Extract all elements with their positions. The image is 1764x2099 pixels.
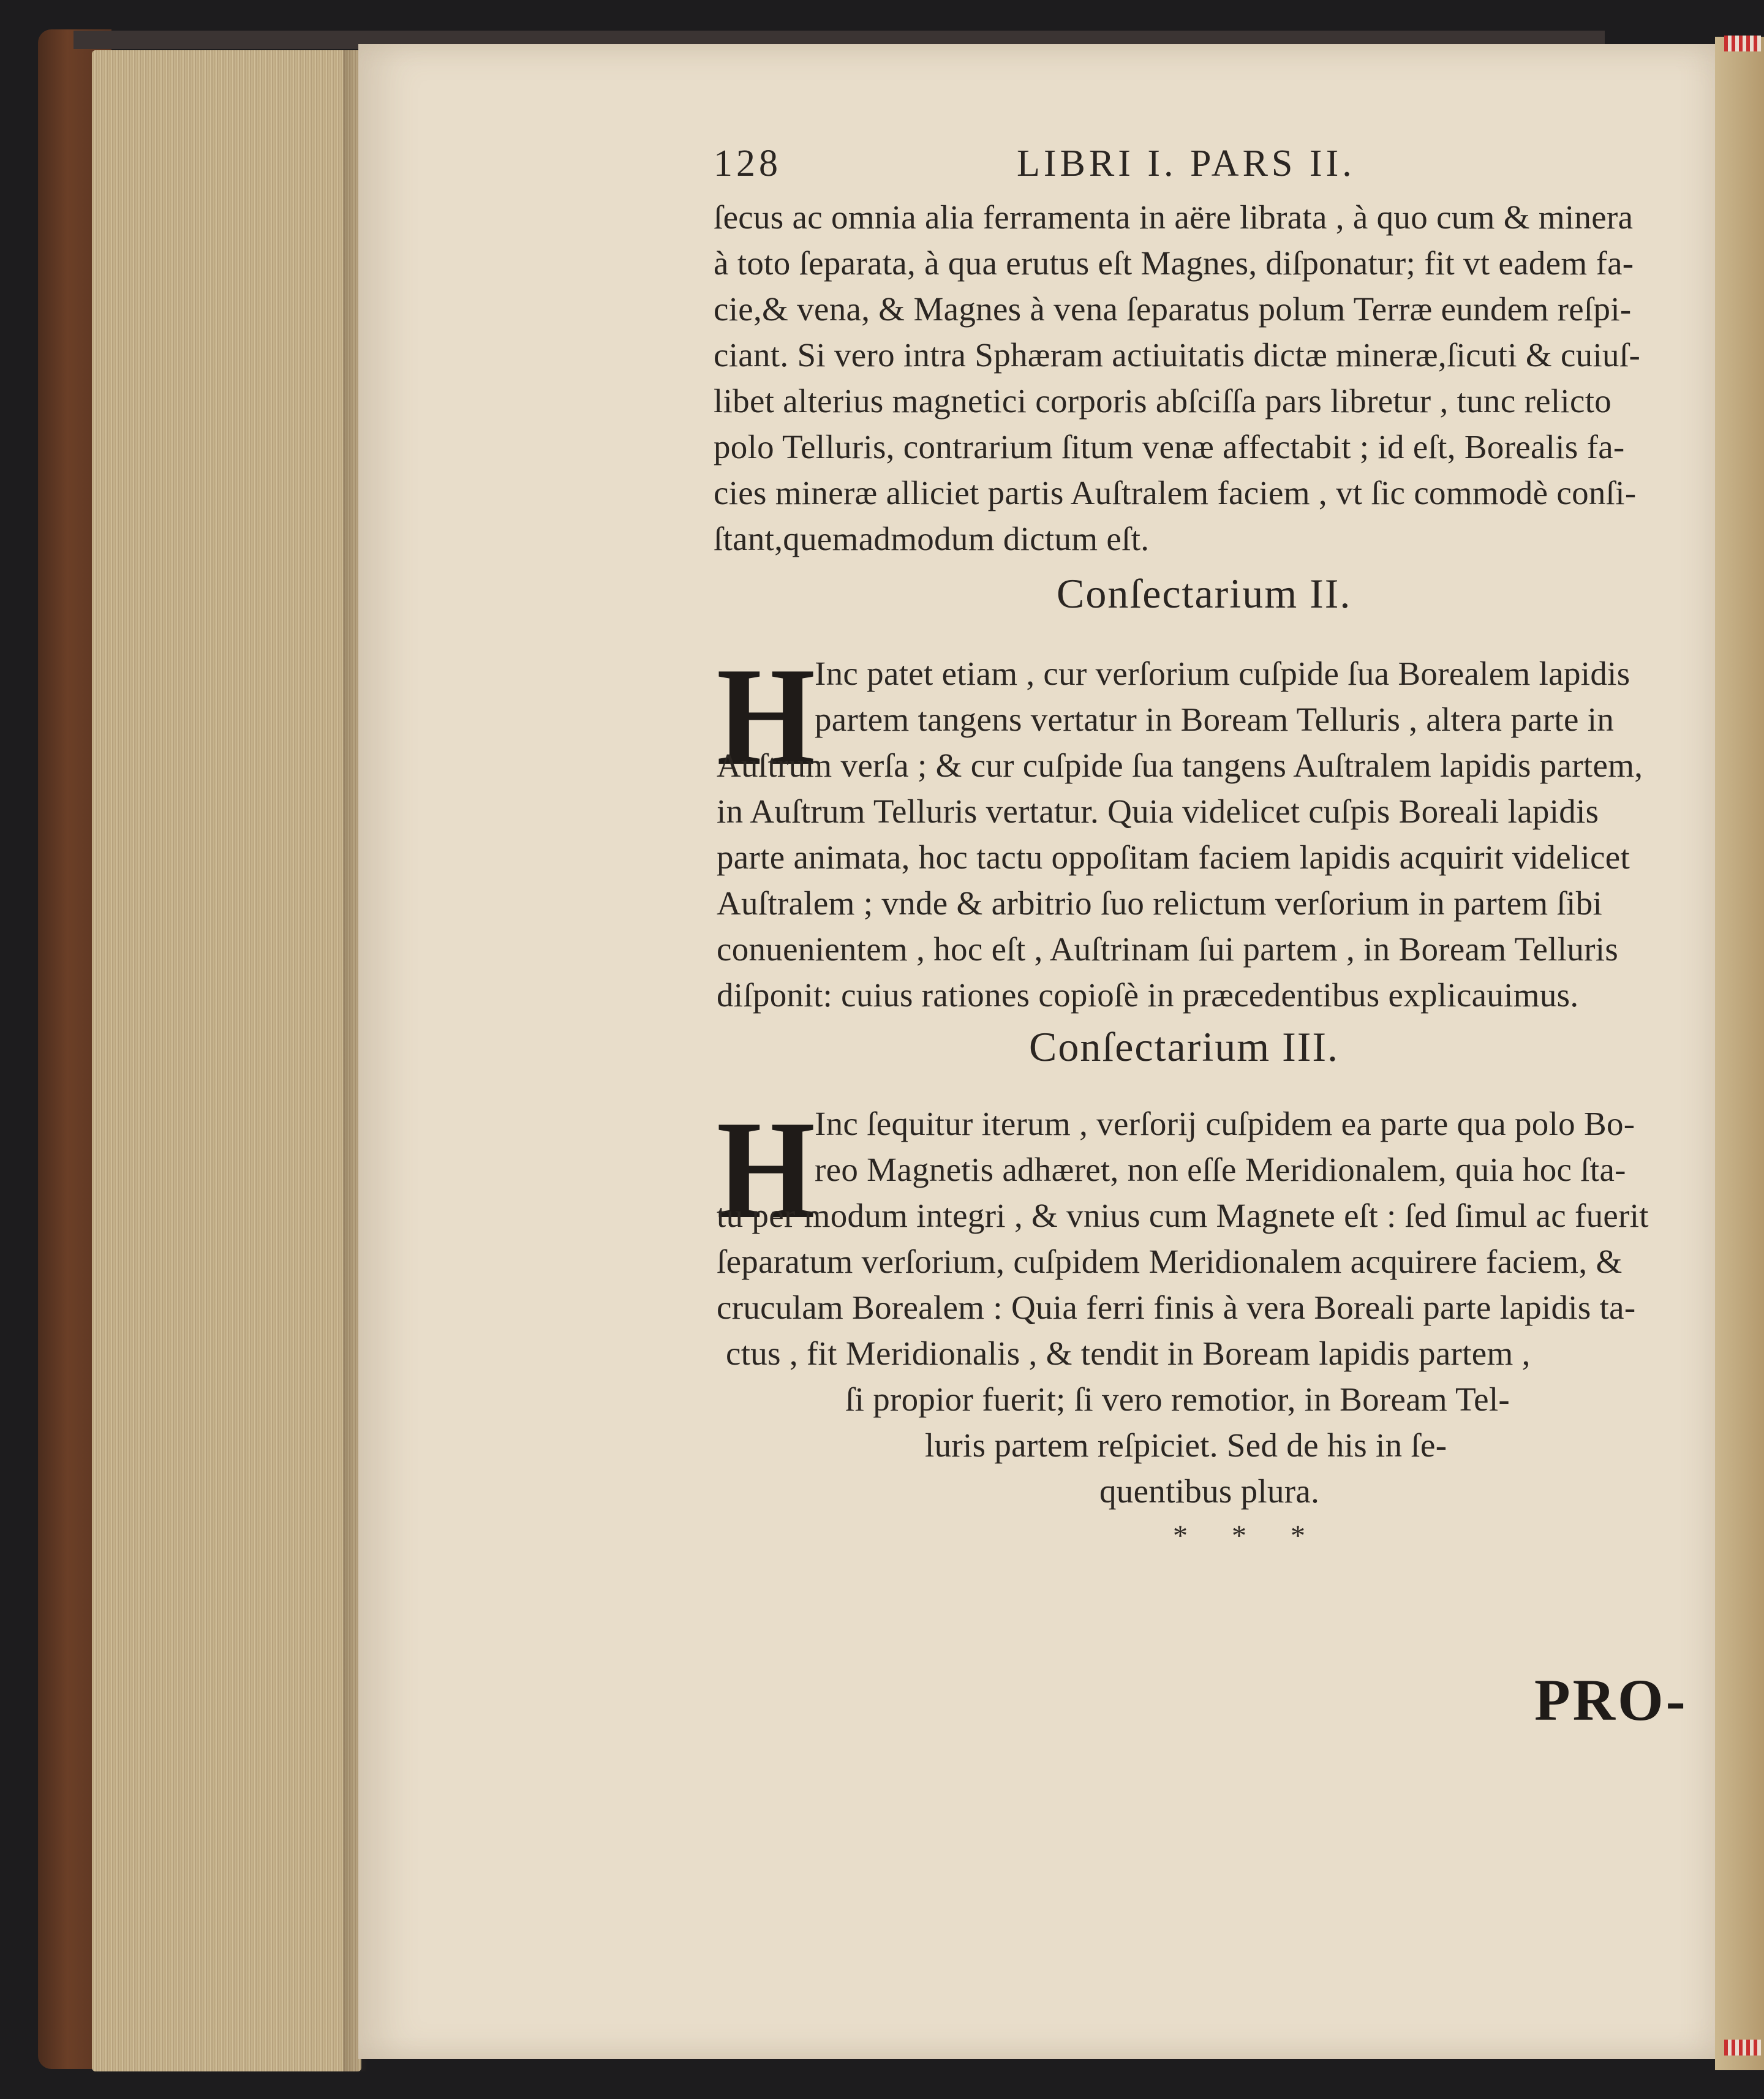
section2-line: partem tangens vertatur in Boream Telluris , altera parte in bbox=[815, 701, 1615, 738]
intro-line: polo Telluris, contrarium ſitum venæ affectabit ; id eſt, Borealis fa- bbox=[714, 428, 1625, 465]
drop-cap: H bbox=[717, 638, 816, 794]
section2-line: in Auſtrum Telluris vertatur. Quia videlicet cuſpis Boreali lapidis bbox=[717, 793, 1599, 830]
section2-line: diſponit: cuius rationes copioſè in præcedentibus explicauimus. bbox=[717, 976, 1579, 1014]
section2-line: parte animata, hoc tactu oppoſitam faciem lapidis acquirit videlicet bbox=[717, 838, 1630, 876]
page-marker-top bbox=[1724, 36, 1761, 51]
asterism-ornament: * * * bbox=[1173, 1520, 1324, 1552]
section-title-2: Conſectarium II. bbox=[1057, 570, 1352, 617]
intro-line: à toto ſeparata, à qua erutus eſt Magnes, diſponatur; fit vt eadem fa- bbox=[714, 244, 1634, 282]
page-number: 128 bbox=[714, 143, 782, 184]
drop-cap: H bbox=[717, 1091, 816, 1248]
section3-line: ſeparatum verſorium, cuſpidem Meridionalem acquirere faciem, & bbox=[717, 1243, 1623, 1280]
section3-line: Inc ſequitur iterum , verſorij cuſpidem ea parte qua polo Bo- bbox=[815, 1105, 1635, 1142]
section3-line: reo Magnetis adhæret, non eſſe Meridionalem, quia hoc ſta- bbox=[815, 1151, 1626, 1188]
section3-line: ſi propior fuerit; ſi vero remotior, in Boream Tel- bbox=[845, 1381, 1510, 1418]
facing-page-edge bbox=[1715, 37, 1764, 2070]
section3-line: ctus , fit Meridionalis , & tendit in Boream lapidis partem , bbox=[726, 1335, 1531, 1372]
intro-line: cies mineræ alliciet partis Auſtralem faciem , vt ſic commodè conſi- bbox=[714, 474, 1637, 511]
intro-line: libet alterius magnetici corporis abſciſſa pars libretur , tunc relicto bbox=[714, 382, 1612, 420]
intro-line: cie,& vena, & Magnes à vena ſeparatus polum Terræ eundem reſpi- bbox=[714, 290, 1632, 328]
section3-line: quentibus plura. bbox=[1099, 1472, 1320, 1510]
intro-line: ciant. Si vero intra Sphæram actiuitatis dictæ mineræ,ſicuti & cuiuſ- bbox=[714, 336, 1641, 374]
section-title-3: Conſectarium III. bbox=[1029, 1023, 1340, 1070]
section2-line: Auſtrum verſa ; & cur cuſpide ſua tangens Auſtralem lapidis partem, bbox=[717, 747, 1643, 784]
section2-line: Inc patet etiam , cur verſorium cuſpide ſua Borealem lapidis bbox=[815, 655, 1630, 692]
running-title: LIBRI I. PARS II. bbox=[1017, 143, 1355, 184]
catchword: PRO- bbox=[1534, 1667, 1688, 1733]
section2-line: conuenientem , hoc eſt , Auſtrinam ſui partem , in Boream Telluris bbox=[717, 930, 1619, 968]
intro-line: ſtant,quemadmodum dictum eſt. bbox=[714, 520, 1150, 557]
section2-line: Auſtralem ; vnde & arbitrio ſuo relictum verſorium in partem ſibi bbox=[717, 884, 1603, 922]
page-marker-bottom bbox=[1724, 2040, 1761, 2056]
section3-line: tu per modum integri , & vnius cum Magnete eſt : ſed ſimul ac fuerit bbox=[717, 1197, 1649, 1234]
section3-line: luris partem reſpiciet. Sed de his in ſe- bbox=[925, 1426, 1447, 1464]
page-block-edges bbox=[92, 50, 361, 2071]
intro-line: ſecus ac omnia alia ferramenta in aëre librata , à quo cum & minera bbox=[714, 198, 1634, 236]
section3-line: cruculam Borealem : Quia ferri finis à vera Boreali parte lapidis ta- bbox=[717, 1289, 1636, 1326]
